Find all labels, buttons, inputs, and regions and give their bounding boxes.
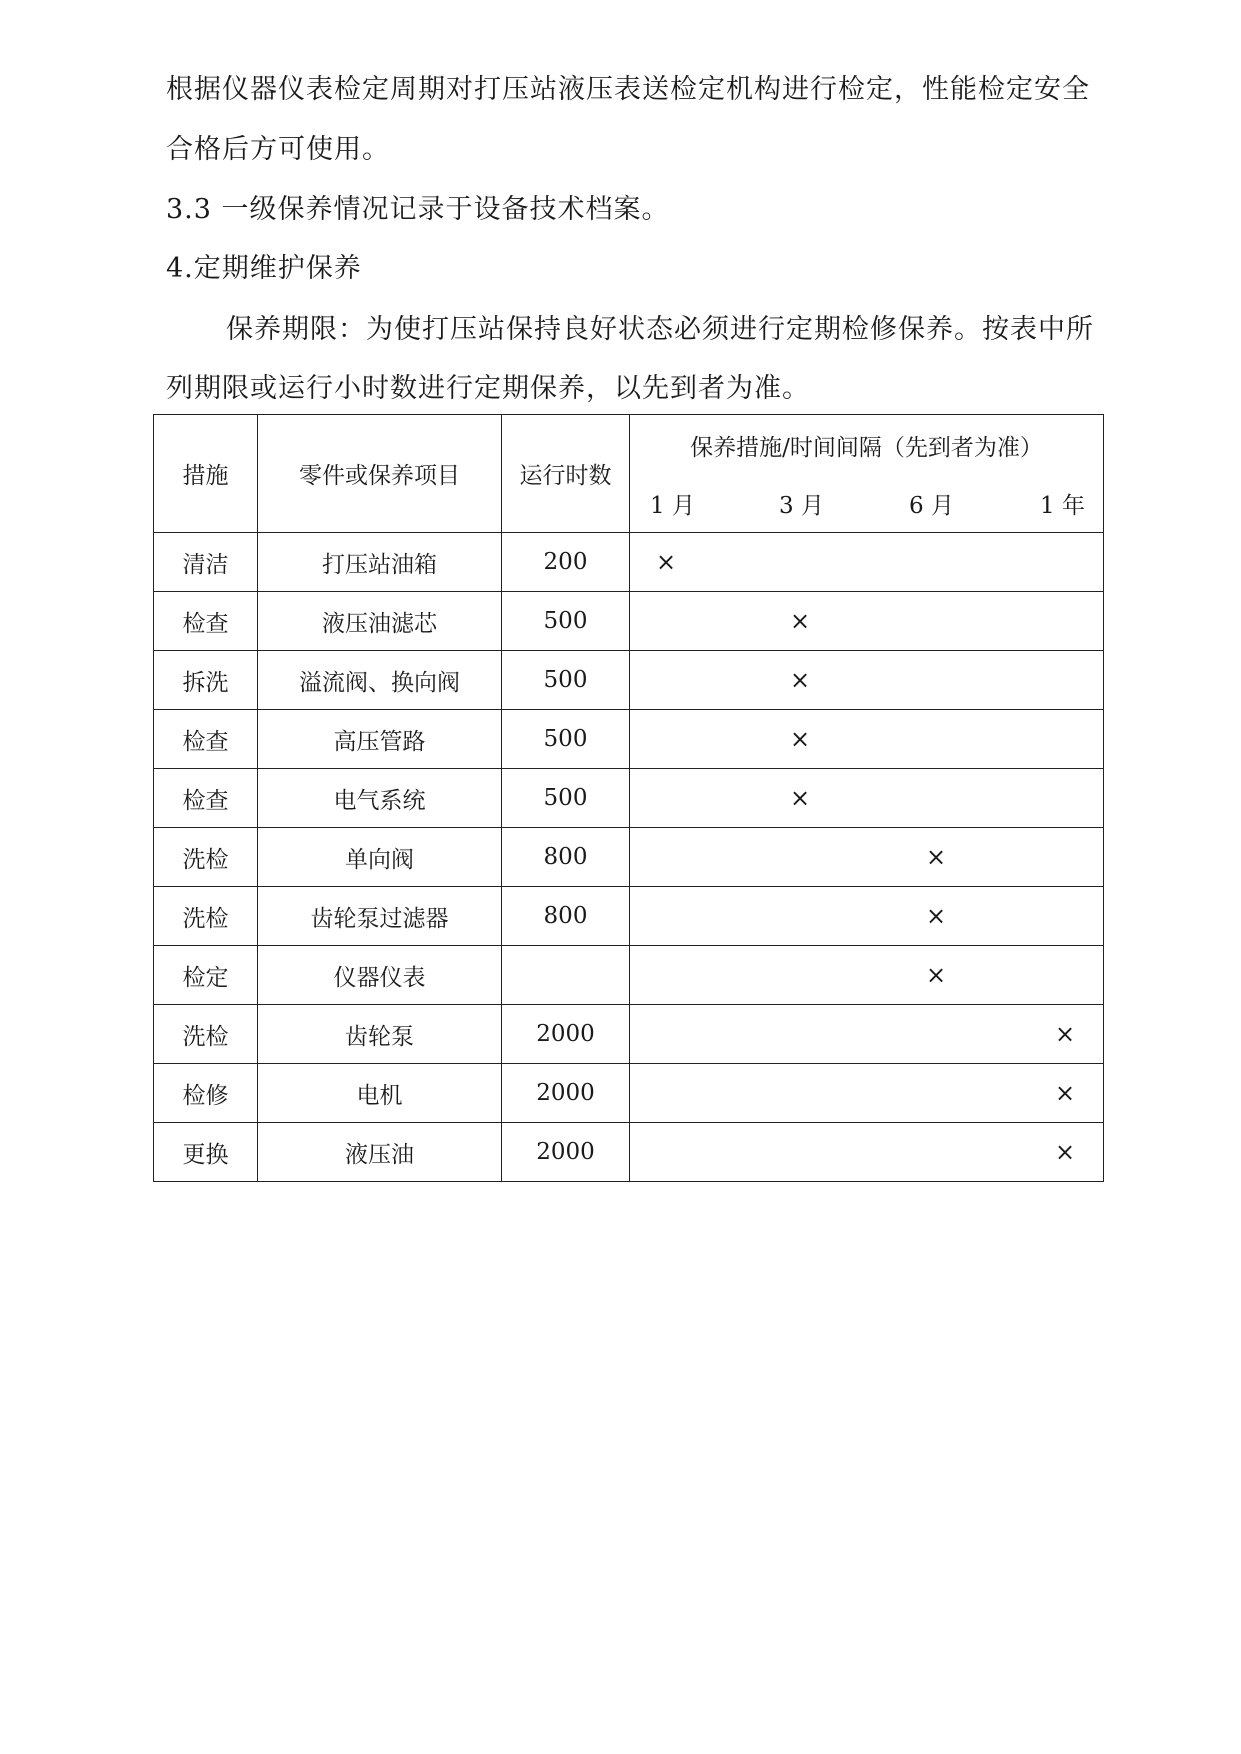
cell-measure: 洗检 [154,1005,258,1064]
header-interval-1-year: 1 年 [1040,493,1085,519]
paragraph-maintenance-period-line1: 保养期限：为使打压站保持良好状态必须进行定期检修保养。按表中所 [226,314,1094,345]
cell-part: 单向阀 [258,828,502,887]
cell-schedule [630,1005,1104,1064]
cell-measure: 检查 [154,592,258,651]
interval-mark: × [925,843,947,871]
header-interval-6-months: 6 月 [909,493,954,519]
cell-hours: 200 [502,533,630,592]
header-schedule-title: 保养措施/时间间隔（先到者为准） [690,435,1043,461]
cell-hours: 500 [502,651,630,710]
cell-schedule [630,651,1104,710]
cell-measure: 洗检 [154,887,258,946]
paragraph-instrument-calibration-line2: 合格后方可使用。 [166,134,390,165]
cell-schedule [630,769,1104,828]
cell-measure: 检查 [154,769,258,828]
table-row [154,533,1104,592]
cell-hours: 2000 [502,1064,630,1123]
cell-hours: 2000 [502,1123,630,1182]
table-row [154,1005,1104,1064]
table-row [154,1064,1104,1123]
cell-measure: 清洁 [154,533,258,592]
cell-part: 溢流阀、换向阀 [258,651,502,710]
table-row [154,592,1104,651]
cell-hours: 800 [502,828,630,887]
cell-measure: 检定 [154,946,258,1005]
cell-hours: 800 [502,887,630,946]
cell-part: 液压油 [258,1123,502,1182]
table-row [154,828,1104,887]
cell-measure: 检修 [154,1064,258,1123]
header-measure: 措施 [154,415,258,533]
cell-schedule [630,1064,1104,1123]
maintenance-schedule-table [153,414,1104,1182]
cell-hours: 500 [502,769,630,828]
interval-mark: × [1054,1020,1076,1048]
cell-measure: 更换 [154,1123,258,1182]
paragraph-maintenance-period-line2: 列期限或运行小时数进行定期保养，以先到者为准。 [166,373,810,404]
table-row [154,1123,1104,1182]
section-heading-periodic-maintenance: 4.定期维护保养 [166,253,362,284]
cell-part: 电气系统 [258,769,502,828]
interval-mark: × [1054,1138,1076,1166]
paragraph-maintenance-record: 3.3 一级保养情况记录于设备技术档案。 [166,194,670,225]
header-hours: 运行时数 [502,415,630,533]
interval-mark: × [655,548,677,576]
cell-schedule [630,828,1104,887]
header-part: 零件或保养项目 [258,415,502,533]
interval-mark: × [789,666,811,694]
cell-hours [502,946,630,1005]
cell-part: 齿轮泵过滤器 [258,887,502,946]
interval-mark: × [1054,1079,1076,1107]
cell-measure: 拆洗 [154,651,258,710]
interval-mark: × [925,961,947,989]
cell-hours: 2000 [502,1005,630,1064]
paragraph-instrument-calibration-line1: 根据仪器仪表检定周期对打压站液压表送检定机构进行检定，性能检定安全 [166,74,1090,105]
header-schedule [630,415,1104,533]
header-interval-3-months: 3 月 [779,493,824,519]
cell-part: 高压管路 [258,710,502,769]
cell-hours: 500 [502,592,630,651]
table-header-row [154,415,1104,533]
cell-schedule [630,710,1104,769]
cell-part: 电机 [258,1064,502,1123]
interval-mark: × [789,784,811,812]
header-interval-1-month: 1 月 [650,493,695,519]
cell-schedule [630,946,1104,1005]
cell-schedule [630,592,1104,651]
cell-part: 齿轮泵 [258,1005,502,1064]
interval-mark: × [789,725,811,753]
table-row [154,769,1104,828]
cell-schedule [630,1123,1104,1182]
table-row [154,710,1104,769]
interval-mark: × [925,902,947,930]
table-row [154,651,1104,710]
cell-schedule [630,887,1104,946]
cell-part: 液压油滤芯 [258,592,502,651]
cell-measure: 检查 [154,710,258,769]
cell-part: 打压站油箱 [258,533,502,592]
table-row [154,887,1104,946]
cell-schedule [630,533,1104,592]
cell-part: 仪器仪表 [258,946,502,1005]
cell-hours: 500 [502,710,630,769]
cell-measure: 洗检 [154,828,258,887]
table-row [154,946,1104,1005]
interval-mark: × [789,607,811,635]
